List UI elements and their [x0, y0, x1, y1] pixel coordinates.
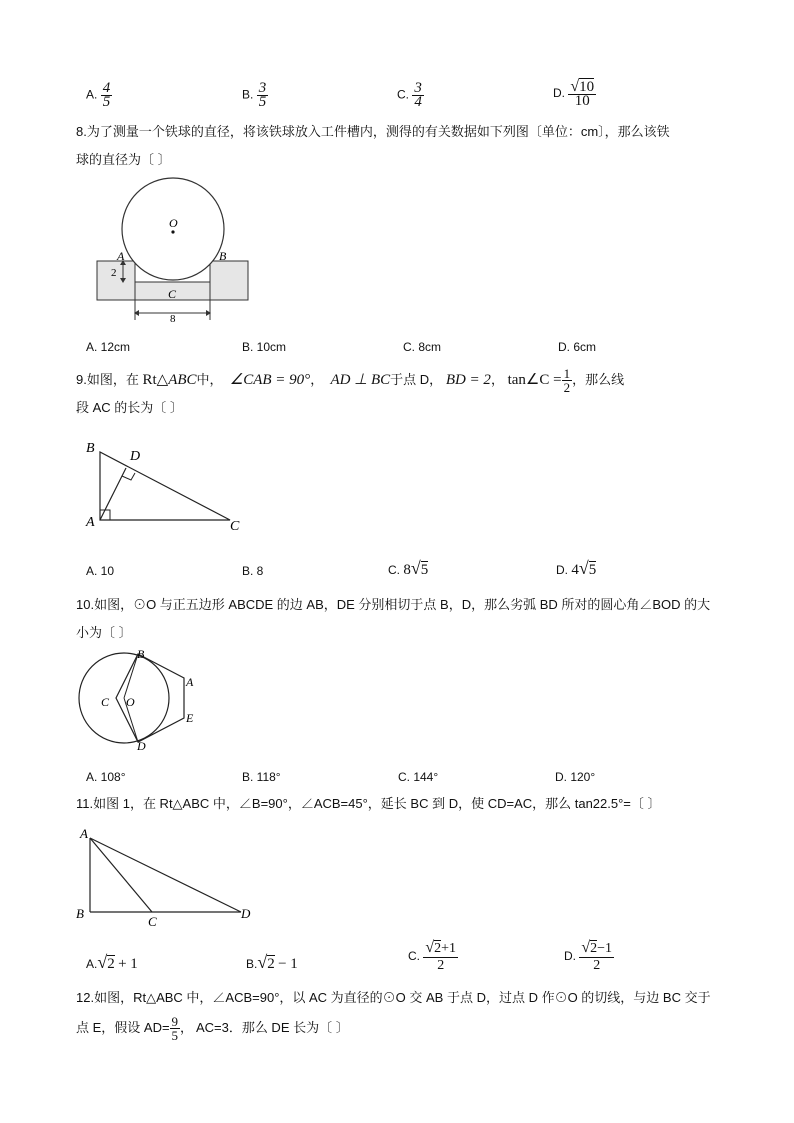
- label-b: B: [219, 249, 227, 263]
- sqrt-sign: √: [578, 558, 589, 578]
- q8-option-c[interactable]: C. 8cm: [403, 340, 442, 354]
- q11-figure: [76, 824, 256, 930]
- label-a: A: [117, 249, 125, 263]
- radius-ob: [124, 654, 138, 698]
- sqrt-sign: √: [581, 939, 591, 956]
- q10-option-d[interactable]: D. 120°: [555, 770, 596, 784]
- numerator: 3: [258, 80, 267, 96]
- q9-option-a[interactable]: A. 10: [86, 564, 115, 578]
- math-tan: tan∠C =: [507, 372, 562, 388]
- text-run: ，: [310, 372, 324, 387]
- numerator: 3: [414, 80, 422, 96]
- option-label: B.: [242, 87, 254, 102]
- label-a: A: [186, 675, 194, 689]
- side-ac: [90, 838, 152, 912]
- label-b: B: [86, 441, 95, 456]
- q8-option-d[interactable]: D. 6cm: [558, 340, 597, 354]
- radicand: 5: [420, 562, 429, 578]
- question-11-text: 11.如图 1，在 Rt△ABC 中，∠B=90°，∠ACB=45°，延长 BC 到 D，使 CD=AC，那么 tan22.5°=〔 〕: [76, 796, 661, 811]
- option-label: D.: [556, 563, 568, 577]
- option-label: C.: [388, 563, 400, 577]
- q11-option-c[interactable]: [408, 940, 458, 974]
- text-run: 中，: [196, 372, 223, 387]
- right-block: [210, 261, 248, 300]
- label-b: B: [76, 906, 84, 921]
- radicand: 2: [107, 956, 115, 972]
- question-text-line: 12.如图，Rt△ABC 中，∠ACB=90°，以 AC 为直径的⊙O 交 AB 于点 D，过点 D 作⊙O 的切线，与边 BC 交于: [76, 990, 711, 1005]
- label-d: D: [137, 739, 146, 753]
- question-8-text: [76, 118, 726, 174]
- coefficient: 8: [403, 562, 411, 578]
- denominator: 2: [437, 958, 445, 973]
- label-o: O: [126, 695, 135, 709]
- label-d: D: [241, 906, 251, 921]
- option-label: C.: [408, 949, 420, 964]
- q7-option-c[interactable]: [397, 82, 424, 109]
- math-angle: ∠CAB = 90°: [229, 372, 311, 388]
- denominator: 4: [414, 94, 422, 110]
- q9-option-c[interactable]: [388, 558, 428, 579]
- label-d: D: [130, 449, 141, 464]
- q11-option-b[interactable]: [246, 952, 298, 973]
- q9-figure: [80, 438, 250, 538]
- coefficient: 4: [571, 562, 579, 578]
- radicand: 2: [434, 941, 442, 956]
- option-label: D.: [553, 86, 565, 101]
- option-label: A.: [86, 87, 98, 102]
- label-e: E: [186, 711, 194, 725]
- right-angle-a: [100, 510, 110, 520]
- question-text-line: 10.如图，⊙O 与正五边形 ABCDE 的边 AB，DE 分别相切于点 B，D，那么劣弧 BD 所对的圆心角∠BOD 的大: [76, 597, 711, 612]
- fraction: [101, 82, 113, 109]
- right-angle-d: [122, 473, 135, 480]
- question-text-line: [76, 1014, 726, 1042]
- numerator: [423, 940, 458, 958]
- text-run: 9.如图，在: [76, 372, 143, 387]
- question-10-text: [76, 591, 726, 647]
- question-12-text: [76, 984, 726, 1042]
- numerator: 1: [563, 366, 571, 382]
- text-run: ， AC=3．那么 DE 长为〔 〕: [180, 1020, 349, 1035]
- q9-option-b[interactable]: B. 8: [242, 564, 264, 578]
- radicand: 2: [590, 941, 598, 956]
- q10-option-b[interactable]: B. 118°: [242, 770, 281, 784]
- q7-option-d[interactable]: [553, 80, 596, 108]
- math-tail: −1: [597, 941, 613, 956]
- question-9-text: [76, 366, 726, 422]
- option-label: B.: [246, 957, 258, 971]
- radicand: 5: [588, 562, 597, 578]
- q11-option-a[interactable]: [86, 952, 138, 973]
- option-label: C.: [397, 87, 409, 102]
- math-tail: + 1: [118, 956, 138, 972]
- sqrt-sign: √: [425, 939, 435, 956]
- q8-figure: [90, 174, 260, 324]
- q8-option-a[interactable]: A. 12cm: [86, 340, 131, 354]
- text-run: ，那么线: [572, 372, 625, 387]
- math-abc: ABC: [168, 372, 197, 388]
- radicand: 10: [579, 79, 595, 95]
- label-height: 2: [111, 267, 117, 279]
- q11-option-d[interactable]: [564, 940, 614, 974]
- text-run: 点 E，假设 AD=: [76, 1020, 170, 1035]
- math-bd: BD = 2: [445, 372, 491, 388]
- denominator: 5: [258, 94, 267, 110]
- label-c: C: [230, 519, 240, 534]
- q10-figure: [76, 646, 206, 756]
- fraction: [257, 82, 269, 109]
- q7-option-b[interactable]: [242, 82, 268, 109]
- question-text-line: 球的直径为〔 〕: [76, 152, 171, 167]
- label-c: C: [101, 695, 110, 709]
- q8-option-b[interactable]: B. 10cm: [242, 340, 287, 354]
- label-b: B: [137, 647, 145, 661]
- option-label: A.: [86, 957, 98, 971]
- math-tail: − 1: [278, 956, 298, 972]
- fraction: [579, 940, 614, 974]
- label-c: C: [168, 287, 177, 301]
- fraction: [170, 1015, 181, 1042]
- label-o: O: [169, 216, 178, 230]
- text-run: ，: [490, 372, 504, 387]
- sqrt-sign: √: [410, 558, 421, 578]
- math-rt: Rt△: [142, 372, 169, 388]
- question-text-line: [76, 366, 726, 394]
- question-text-line: 段 AC 的长为〔 〕: [76, 400, 183, 416]
- label-width: 8: [170, 313, 176, 324]
- denominator: 5: [102, 94, 111, 110]
- label-c: C: [148, 914, 157, 929]
- question-text-line: 8.为了测量一个铁球的直径，将该铁球放入工件槽内，测得的有关数据如下列图〔单位：cm〕，那么该铁: [76, 124, 670, 139]
- fraction: [562, 367, 573, 394]
- denominator: 2: [563, 380, 571, 396]
- denominator: 2: [593, 958, 601, 973]
- fraction: [568, 80, 596, 108]
- sqrt-sign: √: [570, 78, 580, 95]
- numerator: 9: [171, 1014, 179, 1030]
- denominator: 5: [171, 1028, 179, 1044]
- sqrt-sign: √: [257, 952, 268, 972]
- fraction: [412, 82, 424, 109]
- q10-option-a[interactable]: A. 108°: [86, 770, 126, 784]
- triangle-abc: [100, 452, 230, 520]
- question-text-line: 小为〔 〕: [76, 625, 132, 640]
- label-a: A: [80, 826, 88, 841]
- sqrt-sign: √: [97, 952, 108, 972]
- fraction: [423, 940, 458, 974]
- side-ad: [90, 838, 241, 912]
- math-perpendicular: AD ⊥ BC: [330, 372, 391, 388]
- numerator: 4: [102, 80, 111, 96]
- q10-option-c[interactable]: C. 144°: [398, 770, 439, 784]
- denominator: 10: [574, 93, 590, 109]
- numerator: [579, 940, 614, 958]
- text-run: 于点 D，: [390, 372, 443, 387]
- q9-option-d[interactable]: [556, 558, 596, 579]
- center-point: [171, 230, 174, 233]
- q7-option-a[interactable]: [86, 82, 112, 109]
- math-tail: +1: [441, 941, 457, 956]
- radicand: 2: [267, 956, 275, 972]
- option-label: D.: [564, 949, 576, 964]
- label-a: A: [86, 515, 95, 530]
